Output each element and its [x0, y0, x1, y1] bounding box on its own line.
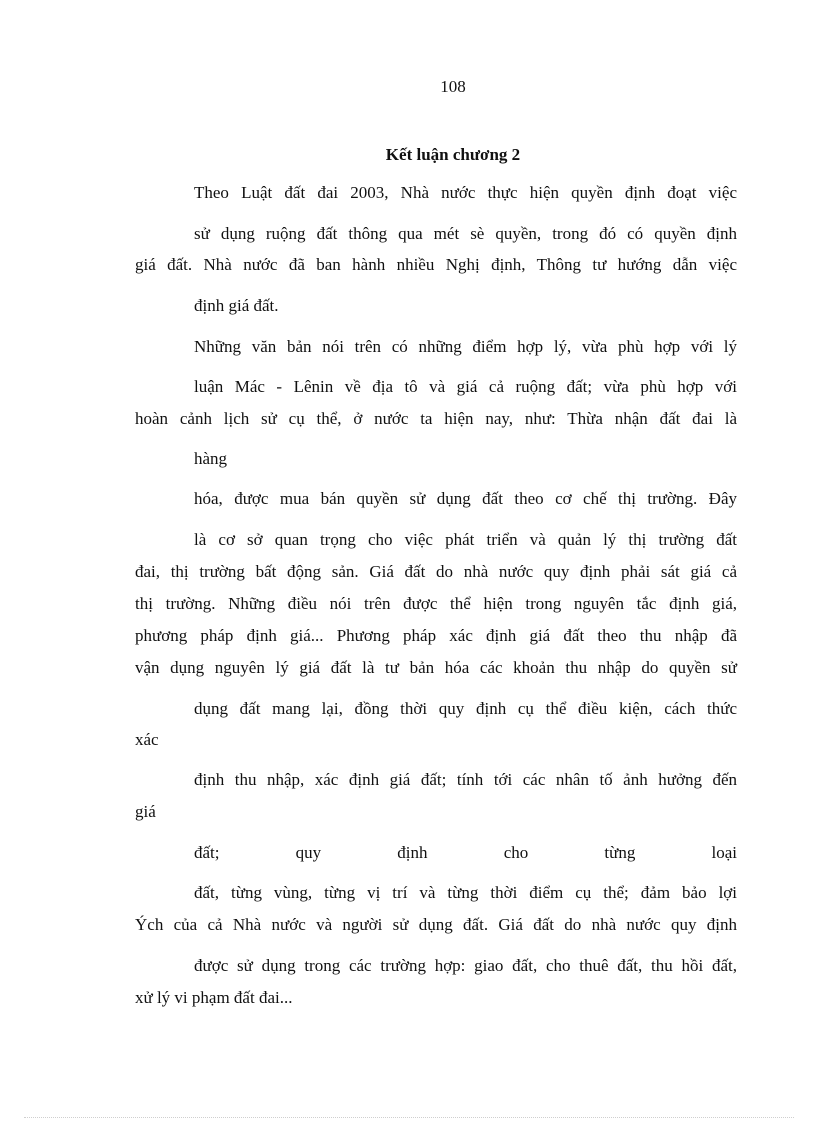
text-line: được sử dụng trong các trường hợp: giao đất, cho thuê đất, thu hồi đất, [194, 956, 737, 975]
chapter-heading: Kết luận chương 2 [385, 145, 521, 164]
text-line: hoàn cảnh lịch sử cụ thể, ở nước ta hiện nay, như: Thừa nhận đất đai là [135, 409, 737, 428]
text-line: xử lý vi phạm đất đai... [135, 988, 293, 1007]
text-line: đất, từng vùng, từng vị trí và từng thời điểm cụ thể; đảm bảo lợi [194, 883, 737, 902]
text-line: Ých của cả Nhà nước và người sử dụng đất. Giá đất do nhà nước quy định [135, 915, 737, 934]
text-line: đất; quy định cho từng loại [194, 843, 737, 862]
text-line: hàng [194, 449, 228, 468]
footer-dotted-rule [24, 1117, 794, 1118]
text-line: giá [135, 802, 156, 821]
text-line: xác [135, 730, 159, 749]
text-line: định giá đất. [194, 296, 279, 315]
text-line: phương pháp định giá... Phương pháp xác định giá đất theo thu nhập đã [135, 626, 737, 645]
text-line: thị trường. Những điều nói trên được thể hiện trong nguyên tắc định giá, [135, 594, 737, 613]
text-line: Những văn bản nói trên có những điểm hợp lý, vừa phù hợp với lý [194, 337, 737, 356]
text-line: sử dụng ruộng đất thông qua mét sè quyền, trong đó có quyền định [194, 224, 737, 243]
text-line: định thu nhập, xác định giá đất; tính tới các nhân tố ảnh hưởng đến [194, 770, 737, 789]
text-line: hóa, được mua bán quyền sử dụng đất theo cơ chế thị trường. Đây [194, 489, 737, 508]
text-line: giá đất. Nhà nước đã ban hành nhiều Nghị định, Thông tư hướng dẫn việc [135, 255, 737, 274]
page-number: 108 [440, 77, 466, 96]
text-line: đai, thị trường bất động sản. Giá đất do nhà nước quy định phải sát giá cả [135, 562, 737, 581]
text-line: luận Mác - Lênin về địa tô và giá cả ruộng đất; vừa phù hợp với [194, 377, 737, 396]
text-line: dụng đất mang lại, đồng thời quy định cụ thể điều kiện, cách thức [194, 699, 737, 718]
text-line: vận dụng nguyên lý giá đất là tư bản hóa các khoản thu nhập do quyền sử [135, 658, 737, 677]
text-line: Theo Luật đất đai 2003, Nhà nước thực hiện quyền định đoạt việc [194, 183, 737, 202]
text-line: là cơ sở quan trọng cho việc phát triển và quản lý thị trường đất [194, 530, 737, 549]
